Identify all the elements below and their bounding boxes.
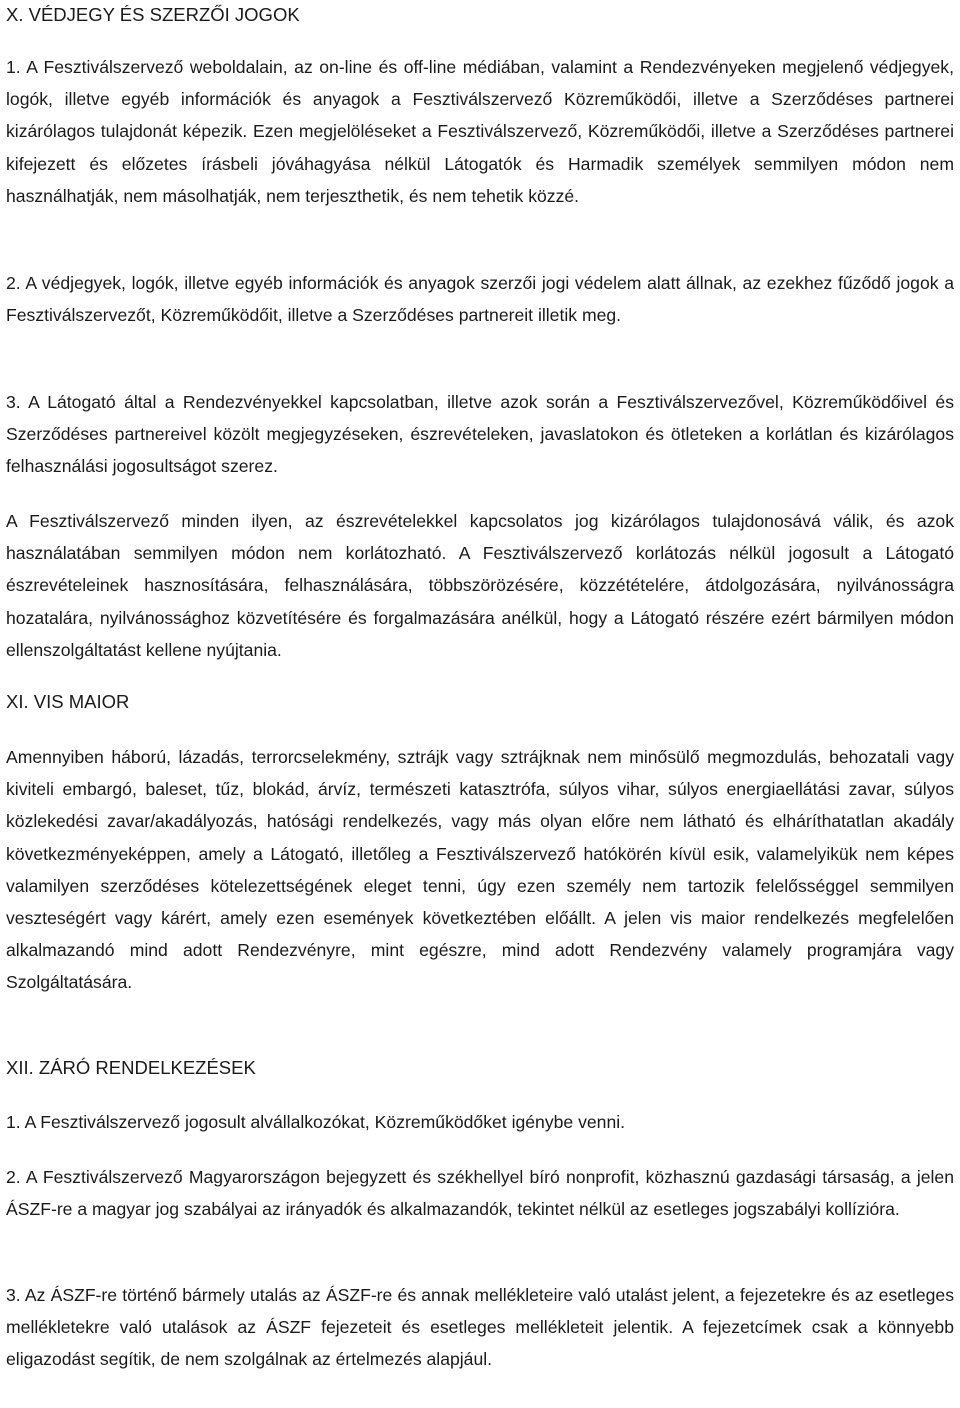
paragraph-vis-maior-1: Amennyiben háború, lázadás, terrorcselekmény, sztrájk vagy sztrájknak nem minősülő megmozdulás, behozatali vagy kiviteli embargó, baleset, tűz, blokád, árvíz, természeti katasztrófa, súlyos vihar, súlyos energiaellátási zavar, súlyos közlekedési zavar/akadályozás, hatósági rendelkezés, vagy más olyan előre nem látható és elháríthatatlan akadály következményeképpen, amely a Látogató, illetőleg a Fesztiválszervező hatókörén kívül esik, valamelyikük nem képes valamilyen szerződéses kötelezettségének eleget tenni, úgy ezen személy nem tartozik felelősséggel semmilyen veszteségért vagy kárért, amely ezen események következtében előállt. A jelen vis maior rendelkezés megfelelően alkalmazandó mind adott Rendezvényre, mint egészre, mind adott Rendezvény valamely programjára vagy Szolgáltatására. <box>6 747 954 993</box>
section-heading-closing-provisions: XII. ZÁRÓ RENDELKEZÉSEK <box>6 1057 256 1078</box>
paragraph-trademark-3: 3. A Látogató által a Rendezvényekkel kapcsolatban, illetve azok során a Fesztiválszervezővel, Közreműködőivel és Szerződéses partnereivel közölt megjegyzéseken, észrevételeken, javaslatokon és ötleteken a korlátlan és kizárólagos felhasználási jogosultságot szerez. <box>6 392 954 477</box>
paragraph-trademark-1: 1. A Fesztiválszervező weboldalain, az on-line és off-line médiában, valamint a Rendezvényeken megjelenő védjegyek, logók, illetve egyéb információk és anyagok a Fesztiválszervező Közreműködői, illetve a Szerződéses partnerei kizárólagos tulajdonát képezik. Ezen megjelöléseket a Fesztiválszervező, Közreműködői, illetve a Szerződéses partnerei kifejezett és előzetes írásbeli jóváhagyása nélkül Látogatók és Harmadik személyek semmilyen módon nem használhatják, nem másolhatják, nem terjeszthetik, és nem tehetik közzé. <box>6 57 954 206</box>
paragraph-closing-1: 1. A Fesztiválszervező jogosult alvállalkozókat, Közreműködőket igénybe venni. <box>6 1112 626 1132</box>
paragraph-trademark-2: 2. A védjegyek, logók, illetve egyéb információk és anyagok szerzői jogi védelem alatt állnak, az ezekhez fűződő jogok a Fesztiválszervezőt, Közreműködőit, illetve a Szerződéses partnereit illetik meg. <box>6 273 954 326</box>
section-heading-vis-maior: XI. VIS MAIOR <box>6 691 130 712</box>
paragraph-closing-2: 2. A Fesztiválszervező Magyarországon bejegyzett és székhellyel bíró nonprofit, közhasznú gazdasági társaság, a jelen ÁSZF-re a magyar jog szabályai az irányadók és alkalmazandók, tekintet nélkül az esetleges jogszabályi kollízióra. <box>6 1167 954 1220</box>
paragraph-trademark-4: A Fesztiválszervező minden ilyen, az észrevételekkel kapcsolatos jog kizárólagos tulajdonosává válik, és azok használatában semmilyen módon nem korlátozható. A Fesztiválszervező korlátozás nélkül jogosult a Látogató észrevételeinek hasznosítására, felhasználására, többszörözésére, közzétételére, átdolgozására, nyilvánosságra hozatalára, nyilvánossághoz közvetítésére és forgalmazására anélkül, hogy a Látogató részére ezért bármilyen módon ellenszolgáltatást kellene nyújtania. <box>6 511 954 660</box>
section-heading-trademark-copyright: X. VÉDJEGY ÉS SZERZŐI JOGOK <box>6 4 300 25</box>
paragraph-closing-3: 3. Az ÁSZF-re történő bármely utalás az ÁSZF-re és annak mellékleteire való utalást jelent, a fejezetekre és az esetleges mellékletekre való utalások az ÁSZF fejezeteit és esetleges mellékleteit jelentik. A fejezetcímek csak a könnyebb eligazodást segítik, de nem szolgálnak az értelmezés alapjául. <box>6 1285 954 1370</box>
